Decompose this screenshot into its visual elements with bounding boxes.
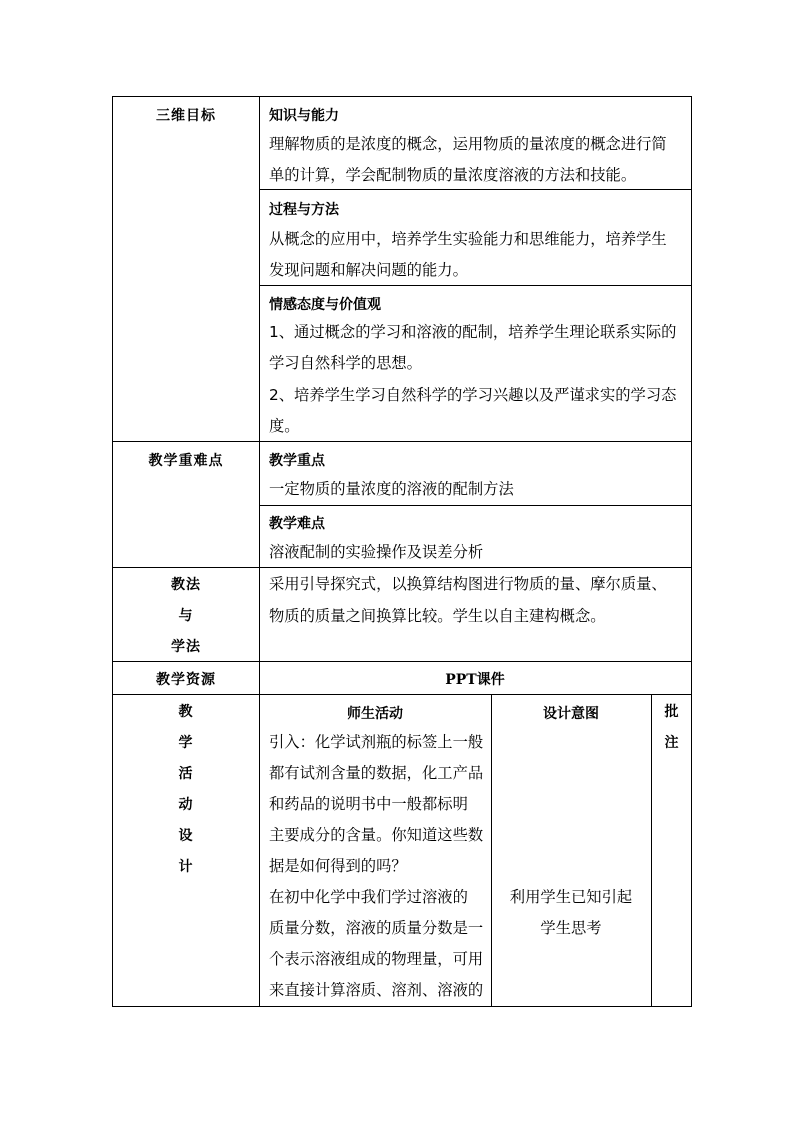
emotion-line: 度。 [269, 417, 300, 435]
col-notes-header [651, 697, 693, 759]
methods-label-line: 学法 [171, 639, 201, 655]
activities-label-char: 动 [178, 797, 194, 813]
activities-label-char: 活 [178, 766, 194, 782]
activity-line: 在初中化学中我们学过溶液的 [269, 888, 468, 906]
methods-label [113, 570, 259, 663]
methods-label-line: 教法 [171, 577, 201, 593]
knowledge-line: 单的计算，学会配制物质的量浓度溶液的方法和技能。 [269, 166, 637, 184]
process-line: 发现问题和解决问题的能力。 [269, 261, 468, 279]
activities-label-char: 教 [178, 704, 194, 720]
activity-line: 都有试剂含量的数据，化工产品 [269, 764, 484, 782]
key-points-label: 教学重难点 [148, 453, 224, 469]
methods-line: 采用引导探究式，以换算结构图进行物质的量、摩尔质量、 [269, 575, 667, 593]
activities-label-char: 学 [178, 735, 194, 751]
resources-label: 教学资源 [156, 672, 216, 688]
knowledge-heading: 知识与能力 [269, 108, 339, 124]
activity-line: 主要成分的含量。你知道这些数 [269, 826, 484, 844]
emotion-line: 学习自然科学的思想。 [269, 354, 422, 372]
activities-label-char: 设 [178, 828, 194, 844]
focus-text: 一定物质的量浓度的溶液的配制方法 [269, 480, 514, 498]
activity-line: 引入：化学试剂瓶的标签上一般 [269, 733, 484, 751]
focus-heading: 教学重点 [269, 453, 325, 469]
process-line: 从概念的应用中，培养学生实验能力和思维能力，培养学生 [269, 230, 667, 248]
resources-value: PPT课件 [445, 672, 505, 688]
objectives-label: 三维目标 [156, 108, 216, 124]
activity-line: 质量分数，溶液的质量分数是一 [269, 919, 484, 937]
difficulty-heading: 教学难点 [269, 516, 325, 532]
activity-line: 个表示溶液组成的物理量，可用 [269, 950, 484, 968]
methods-label-line: 与 [178, 608, 194, 624]
emotion-line: 1、通过概念的学习和溶液的配制，培养学生理论联系实际的 [269, 323, 677, 341]
intent-line: 学生思考 [540, 919, 602, 937]
intent-line: 利用学生已知引起 [509, 888, 633, 906]
activity-line: 据是如何得到的吗？ [269, 857, 407, 875]
activity-line: 来直接计算溶质、溶剂、溶液的 [269, 981, 484, 999]
col-activity-header: 师生活动 [347, 706, 403, 722]
row-divider [113, 441, 691, 442]
lesson-plan-table [112, 96, 692, 1007]
col-notes-char: 注 [664, 735, 680, 751]
methods-line: 物质的质量之间换算比较。学生以自主建构概念。 [269, 607, 606, 625]
activities-label [113, 697, 259, 883]
activities-label-char: 计 [178, 859, 194, 875]
knowledge-line: 理解物质的是浓度的概念，运用物质的量浓度的概念进行简 [269, 135, 667, 153]
column-divider [259, 97, 260, 1007]
column-divider [491, 694, 492, 1007]
row-divider [113, 694, 691, 695]
difficulty-text: 溶液配制的实验操作及误差分析 [269, 543, 484, 561]
emotion-line: 2、培养学生学习自然科学的学习兴趣以及严谨求实的学习态 [269, 386, 677, 404]
col-intent-header: 设计意图 [543, 706, 599, 722]
process-heading: 过程与方法 [269, 202, 339, 218]
emotion-heading: 情感态度与价值观 [269, 297, 381, 313]
activity-line: 和药品的说明书中一般都标明 [269, 795, 468, 813]
col-notes-char: 批 [664, 704, 680, 720]
